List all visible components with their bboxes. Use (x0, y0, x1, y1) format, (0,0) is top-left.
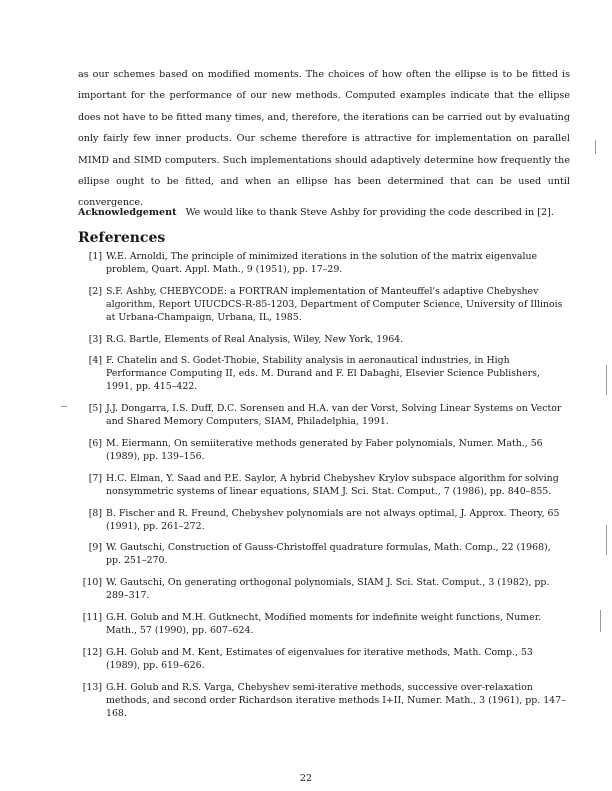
reference-number: [6] (88, 437, 102, 449)
reference-text: W. Gautschi, On generating orthogonal polynomials, SIAM J. Sci. Stat. Comput., 3 (1982), pp. 289–317. (106, 577, 550, 602)
reference-text: G.H. Golub and M.H. Gutknecht, Modified moments for indefinite weight functions, Numer. Math., 57 (1990), pp. 607–624. (106, 611, 542, 636)
reference-item (78, 354, 568, 393)
reference-item (78, 285, 568, 324)
reference-text: W.E. Arnoldi, The principle of minimized iterations in the solution of the matrix eigenvalue problem, Quart. Appl. Math., 9 (1951), pp. 17–29. (106, 251, 538, 275)
acknowledgement-text: We would like to thank Steve Ashby for providing the code described in [2]. (185, 207, 554, 218)
reference-text: R.G. Bartle, Elements of Real Analysis, Wiley, New York, 1964. (106, 333, 404, 345)
reference-item (78, 576, 568, 602)
reference-text: G.H. Golub and R.S. Varga, Chebyshev semi-iterative methods, successive over-relaxation methods, and second order Richardson iterative methods I+II, Numer. Math., 3 (1961), pp. 147–168. (106, 681, 566, 719)
reference-number: [8] (88, 507, 102, 519)
reference-item (78, 333, 568, 346)
reference-text: G.H. Golub and M. Kent, Estimates of eigenvalues for iterative methods, Math. Comp., 53 (1989), pp. 619–626. (106, 646, 533, 671)
reference-item (78, 250, 568, 276)
reference-item (78, 646, 568, 672)
reference-text: M. Eiermann, On semiiterative methods generated by Faber polynomials, Numer. Math., 56 (1989), pp. 139–156. (106, 437, 543, 462)
reference-item (78, 402, 568, 428)
references-list (78, 250, 568, 728)
reference-number: [5] (88, 403, 102, 415)
reference-text: W. Gautschi, Construction of Gauss-Christoffel quadrature formulas, Math. Comp., 22 (1968), pp. 251–270. (106, 542, 551, 567)
reference-text: B. Fischer and R. Freund, Chebyshev polynomials are not always optimal, J. Approx. Theory, 65 (1991), pp. 261–272. (106, 507, 560, 532)
reference-text: S.F. Ashby, CHEBYCODE: a FORTRAN implementation of Manteuffel's adaptive Chebyshev algorithm, Report UIUCDCS-R-85-1203, Department of Computer Science, University of Illinois at Urbana-Champaign, Urbana, IL, 1985. (106, 285, 563, 323)
reference-text: J.J. Dongarra, I.S. Duff, D.C. Sorensen and H.A. van der Vorst, Solving Linear Systems on Vector and Shared Memory Computers, SIAM, Philadelphia, 1991. (106, 403, 562, 428)
reference-item (78, 472, 568, 498)
acknowledgement (78, 202, 570, 223)
reference-item (78, 507, 568, 533)
reference-number: [9] (88, 542, 102, 554)
reference-number: [12] (82, 646, 102, 658)
reference-number: [1] (88, 251, 102, 262)
reference-number: [13] (82, 681, 102, 693)
reference-text: F. Chatelin and S. Godet-Thobie, Stability analysis in aeronautical industries, in High Performance Computing II, eds. M. Durand and F. El Dabaghi, Elsevier Science Publishers, 1991, pp. 415–422. (106, 355, 540, 393)
reference-number: [4] (88, 355, 102, 367)
reference-item (78, 541, 568, 567)
scan-mark (606, 365, 607, 395)
reference-item (78, 611, 568, 637)
scan-mark (600, 610, 601, 632)
reference-item (78, 437, 568, 463)
body-paragraph: as our schemes based on modified moments. The choices of how often the ellipse is to be fitted is important for the performance of our new methods. Computed examples indicate that the ellipse does not have to be fitted many times, and, therefore, the iterations can be carried out by evaluating only fairly few inner products. Our scheme therefore is attractive for implementation on parallel MIMD and SIMD computers. Such implementations should adaptively determine how frequently the ellipse ought to be fitted, and when an ellipse has been determined that can be used until convergence. (78, 69, 570, 209)
page-number: 22 (299, 773, 313, 784)
references-heading: References (78, 230, 166, 246)
reference-number: [3] (88, 333, 102, 345)
acknowledgement-label: Acknowledgement (78, 207, 177, 218)
reference-item (78, 681, 568, 720)
scan-mark (606, 525, 607, 555)
reference-number: [10] (82, 577, 102, 589)
reference-number: [7] (88, 472, 102, 484)
scan-mark (595, 140, 596, 154)
reference-number: [11] (82, 611, 102, 623)
reference-number: [2] (88, 285, 102, 297)
reference-text: H.C. Elman, Y. Saad and P.E. Saylor, A hybrid Chebyshev Krylov subspace algorithm for solving nonsymmetric systems of linear equations, SIAM J. Sci. Stat. Comput., 7 (1986), pp. 840–855. (106, 472, 559, 497)
scan-mark (61, 406, 67, 407)
